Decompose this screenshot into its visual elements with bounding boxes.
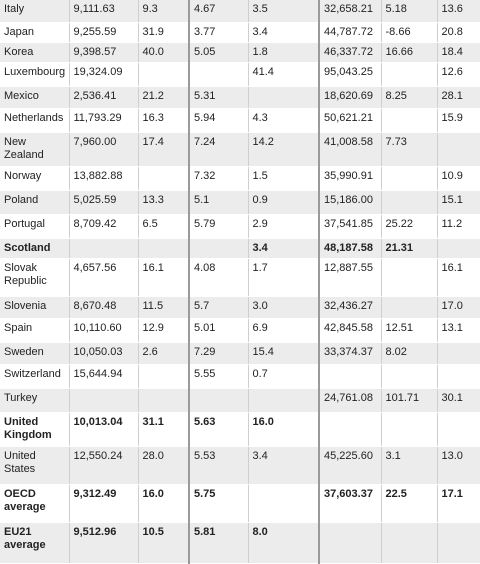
- value-cell: 9,111.63: [69, 0, 138, 22]
- value-cell: 4.08: [189, 258, 248, 296]
- value-cell: 28.0: [138, 446, 189, 484]
- table-row: [0, 214, 480, 238]
- value-cell: 3.5: [248, 0, 319, 22]
- country-cell: EU21 average: [0, 522, 69, 563]
- value-cell: 9,398.57: [69, 42, 138, 62]
- value-cell: 5.94: [189, 108, 248, 132]
- value-cell: 18.4: [437, 42, 480, 62]
- value-cell: [138, 62, 189, 86]
- value-cell: 7.29: [189, 342, 248, 364]
- value-cell: -8.66: [381, 22, 437, 42]
- value-cell: 16.3: [138, 108, 189, 132]
- value-cell: 15,186.00: [319, 190, 381, 214]
- table-row: [0, 342, 480, 364]
- value-cell: 22.5: [381, 484, 437, 522]
- value-cell: 19,324.09: [69, 62, 138, 86]
- value-cell: 28.1: [437, 86, 480, 108]
- value-cell: 7.32: [189, 166, 248, 190]
- value-cell: 12.9: [138, 318, 189, 342]
- country-cell: Netherlands: [0, 108, 69, 132]
- value-cell: 3.4: [248, 446, 319, 484]
- value-cell: 15.9: [437, 108, 480, 132]
- value-cell: 13.0: [437, 446, 480, 484]
- value-cell: [381, 62, 437, 86]
- value-cell: [437, 364, 480, 388]
- value-cell: 4,657.56: [69, 258, 138, 296]
- country-cell: Poland: [0, 190, 69, 214]
- value-cell: 5.75: [189, 484, 248, 522]
- value-cell: [437, 342, 480, 364]
- value-cell: 1.8: [248, 42, 319, 62]
- value-cell: 5.01: [189, 318, 248, 342]
- value-cell: [248, 388, 319, 412]
- country-cell: Slovenia: [0, 296, 69, 318]
- value-cell: [138, 166, 189, 190]
- value-cell: 0.7: [248, 364, 319, 388]
- table-row: [0, 132, 480, 166]
- value-cell: 11.2: [437, 214, 480, 238]
- value-cell: 37,541.85: [319, 214, 381, 238]
- table-row: [0, 62, 480, 86]
- value-cell: 13.6: [437, 0, 480, 22]
- country-cell: United States: [0, 446, 69, 484]
- value-cell: 1.5: [248, 166, 319, 190]
- country-cell: OECD average: [0, 484, 69, 522]
- value-cell: 42,845.58: [319, 318, 381, 342]
- value-cell: 8.25: [381, 86, 437, 108]
- value-cell: 16.1: [138, 258, 189, 296]
- value-cell: 13.3: [138, 190, 189, 214]
- table-row: [0, 522, 480, 563]
- value-cell: [381, 296, 437, 318]
- value-cell: 9,512.96: [69, 522, 138, 563]
- country-cell: Sweden: [0, 342, 69, 364]
- table-row: [0, 166, 480, 190]
- value-cell: 95,043.25: [319, 62, 381, 86]
- value-cell: 101.71: [381, 388, 437, 412]
- value-cell: 33,374.37: [319, 342, 381, 364]
- value-cell: 5.55: [189, 364, 248, 388]
- value-cell: 16.0: [138, 484, 189, 522]
- value-cell: 10.5: [138, 522, 189, 563]
- value-cell: 41,008.58: [319, 132, 381, 166]
- value-cell: [319, 364, 381, 388]
- value-cell: 16.1: [437, 258, 480, 296]
- table-row: [0, 258, 480, 296]
- value-cell: 13,882.88: [69, 166, 138, 190]
- value-cell: [319, 522, 381, 563]
- value-cell: 12,887.55: [319, 258, 381, 296]
- value-cell: 6.9: [248, 318, 319, 342]
- table-row: [0, 190, 480, 214]
- value-cell: 5,025.59: [69, 190, 138, 214]
- value-cell: 16.0: [248, 412, 319, 446]
- country-cell: Switzerland: [0, 364, 69, 388]
- value-cell: 32,436.27: [319, 296, 381, 318]
- value-cell: [248, 86, 319, 108]
- value-cell: 9,312.49: [69, 484, 138, 522]
- value-cell: 7.73: [381, 132, 437, 166]
- value-cell: 8,709.42: [69, 214, 138, 238]
- value-cell: 4.67: [189, 0, 248, 22]
- value-cell: 10,050.03: [69, 342, 138, 364]
- value-cell: 8.0: [248, 522, 319, 563]
- value-cell: [437, 132, 480, 166]
- value-cell: [381, 108, 437, 132]
- value-cell: 17.4: [138, 132, 189, 166]
- value-cell: 4.3: [248, 108, 319, 132]
- value-cell: 46,337.72: [319, 42, 381, 62]
- table-row: [0, 22, 480, 42]
- value-cell: 20.8: [437, 22, 480, 42]
- value-cell: 12,550.24: [69, 446, 138, 484]
- value-cell: 5.53: [189, 446, 248, 484]
- value-cell: 5.63: [189, 412, 248, 446]
- value-cell: 41.4: [248, 62, 319, 86]
- value-cell: 5.7: [189, 296, 248, 318]
- value-cell: 16.66: [381, 42, 437, 62]
- value-cell: 10,013.04: [69, 412, 138, 446]
- value-cell: 21.2: [138, 86, 189, 108]
- value-cell: 24,761.08: [319, 388, 381, 412]
- value-cell: 5.1: [189, 190, 248, 214]
- country-cell: Scotland: [0, 238, 69, 258]
- table-row: [0, 0, 480, 22]
- value-cell: [138, 238, 189, 258]
- table-row: [0, 108, 480, 132]
- value-cell: 2.9: [248, 214, 319, 238]
- value-cell: [381, 258, 437, 296]
- table-row: [0, 318, 480, 342]
- value-cell: [381, 522, 437, 563]
- value-cell: 18,620.69: [319, 86, 381, 108]
- country-cell: Portugal: [0, 214, 69, 238]
- value-cell: 14.2: [248, 132, 319, 166]
- country-cell: Japan: [0, 22, 69, 42]
- value-cell: 37,603.37: [319, 484, 381, 522]
- value-cell: [248, 484, 319, 522]
- country-cell: Norway: [0, 166, 69, 190]
- table-row: [0, 412, 480, 446]
- value-cell: [437, 412, 480, 446]
- value-cell: 40.0: [138, 42, 189, 62]
- value-cell: 3.1: [381, 446, 437, 484]
- value-cell: [138, 364, 189, 388]
- value-cell: 0.9: [248, 190, 319, 214]
- country-cell: Spain: [0, 318, 69, 342]
- value-cell: 7.24: [189, 132, 248, 166]
- table-row: [0, 388, 480, 412]
- country-cell: New Zealand: [0, 132, 69, 166]
- value-cell: 7,960.00: [69, 132, 138, 166]
- table-row: [0, 238, 480, 258]
- value-cell: [189, 238, 248, 258]
- value-cell: 13.1: [437, 318, 480, 342]
- country-cell: Italy: [0, 0, 69, 22]
- value-cell: 12.51: [381, 318, 437, 342]
- table-row: [0, 86, 480, 108]
- value-cell: 50,621.21: [319, 108, 381, 132]
- value-cell: 9.3: [138, 0, 189, 22]
- value-cell: 32,658.21: [319, 0, 381, 22]
- value-cell: 3.4: [248, 238, 319, 258]
- value-cell: 2,536.41: [69, 86, 138, 108]
- table-row: [0, 42, 480, 62]
- value-cell: [437, 238, 480, 258]
- value-cell: 3.77: [189, 22, 248, 42]
- value-cell: 11.5: [138, 296, 189, 318]
- table-row: [0, 364, 480, 388]
- value-cell: 11,793.29: [69, 108, 138, 132]
- value-cell: [381, 166, 437, 190]
- value-cell: 48,187.58: [319, 238, 381, 258]
- country-cell: Slovak Republic: [0, 258, 69, 296]
- country-cell: Mexico: [0, 86, 69, 108]
- value-cell: 8,670.48: [69, 296, 138, 318]
- value-cell: [381, 190, 437, 214]
- value-cell: [138, 388, 189, 412]
- value-cell: 3.4: [248, 22, 319, 42]
- table-row: [0, 484, 480, 522]
- value-cell: [69, 238, 138, 258]
- value-cell: [381, 412, 437, 446]
- value-cell: [189, 388, 248, 412]
- value-cell: 5.79: [189, 214, 248, 238]
- value-cell: 6.5: [138, 214, 189, 238]
- value-cell: 9,255.59: [69, 22, 138, 42]
- value-cell: [319, 412, 381, 446]
- value-cell: 17.0: [437, 296, 480, 318]
- value-cell: 15,644.94: [69, 364, 138, 388]
- value-cell: 3.0: [248, 296, 319, 318]
- country-cell: United Kingdom: [0, 412, 69, 446]
- value-cell: [381, 364, 437, 388]
- table-row: [0, 446, 480, 484]
- value-cell: 5.18: [381, 0, 437, 22]
- value-cell: 12.6: [437, 62, 480, 86]
- value-cell: 17.1: [437, 484, 480, 522]
- table-row: [0, 296, 480, 318]
- value-cell: 1.7: [248, 258, 319, 296]
- value-cell: 5.05: [189, 42, 248, 62]
- value-cell: 15.4: [248, 342, 319, 364]
- value-cell: [69, 388, 138, 412]
- value-cell: 31.1: [138, 412, 189, 446]
- value-cell: 45,225.60: [319, 446, 381, 484]
- value-cell: 15.1: [437, 190, 480, 214]
- value-cell: 30.1: [437, 388, 480, 412]
- value-cell: 31.9: [138, 22, 189, 42]
- value-cell: 10.9: [437, 166, 480, 190]
- value-cell: 2.6: [138, 342, 189, 364]
- value-cell: 5.81: [189, 522, 248, 563]
- value-cell: 35,990.91: [319, 166, 381, 190]
- value-cell: [437, 522, 480, 563]
- country-cell: Korea: [0, 42, 69, 62]
- value-cell: 21.31: [381, 238, 437, 258]
- country-cell: Luxembourg: [0, 62, 69, 86]
- value-cell: 25.22: [381, 214, 437, 238]
- value-cell: 5.31: [189, 86, 248, 108]
- country-cell: Turkey: [0, 388, 69, 412]
- value-cell: 44,787.72: [319, 22, 381, 42]
- value-cell: [189, 62, 248, 86]
- value-cell: 10,110.60: [69, 318, 138, 342]
- value-cell: 8.02: [381, 342, 437, 364]
